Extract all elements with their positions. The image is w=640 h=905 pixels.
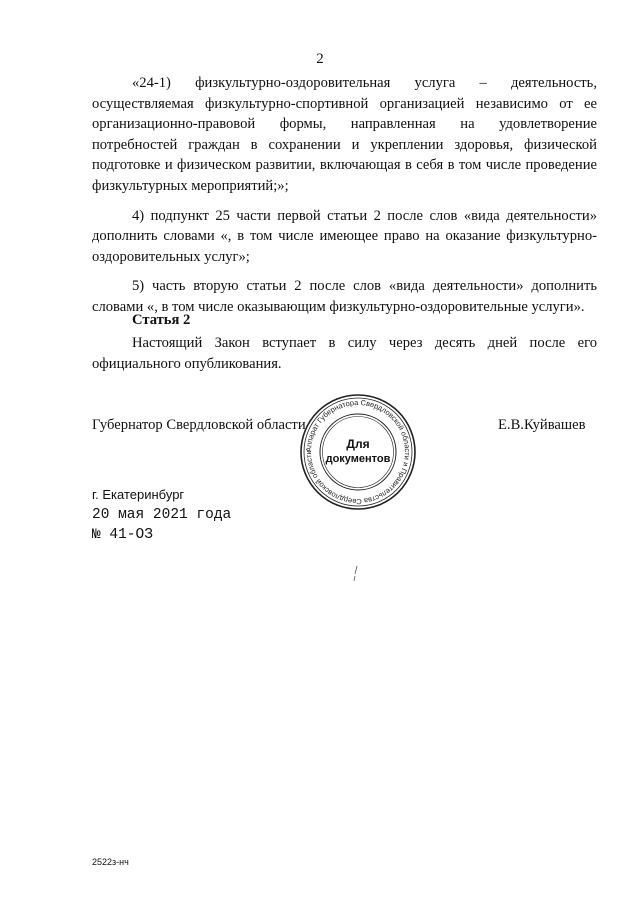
document-number: № 41-ОЗ — [92, 527, 153, 543]
article-text: Настоящий Закон вступает в силу через десять дней после его официального опубликования. — [92, 335, 597, 372]
document-date: 20 мая 2021 года — [92, 507, 232, 523]
article-heading: Статья 2 — [132, 312, 191, 328]
signature-name: Е.В.Куйвашев — [498, 417, 586, 433]
stamp-ring-text: Аппарат Губернатора Свердловской области и Правительства Свердловской области — [303, 397, 413, 507]
signature-role: Губернатор Свердловской области — [92, 417, 306, 433]
footer-code: 2522з-нч — [92, 857, 129, 867]
body-text — [92, 73, 597, 327]
stamp-center-line-1: Для — [346, 437, 370, 451]
page-number: 2 — [316, 51, 324, 67]
stamp-center-line-2: документов — [325, 453, 391, 465]
paragraph-definition: «24-1) физкультурно-оздоровительная услуга – деятельность, осуществляемая физкультурно-спортивной организацией независимо от ее организационно-правовой формы, направленная на удовлетворение потребностей граждан в сохранении и укреплении здоровья, физической подготовке и физическом развитии, включающая в себя в том числе проведение физкультурных мероприятий;»; — [92, 75, 597, 194]
pen-mark — [352, 565, 360, 583]
official-stamp — [299, 393, 417, 511]
article-body — [92, 333, 597, 383]
city-label: г. Екатеринбург — [92, 487, 185, 502]
paragraph-item-4: 4) подпункт 25 части первой статьи 2 после слов «вида деятельности» дополнить словами «, в том числе имеющее право на оказание физкультурно-оздоровительных услуг»; — [92, 207, 597, 265]
paragraph-item-5: 5) часть вторую статьи 2 после слов «вида деятельности» дополнить словами «, в том числе оказывающим физкультурно-оздоровительные услуги». — [92, 278, 597, 315]
